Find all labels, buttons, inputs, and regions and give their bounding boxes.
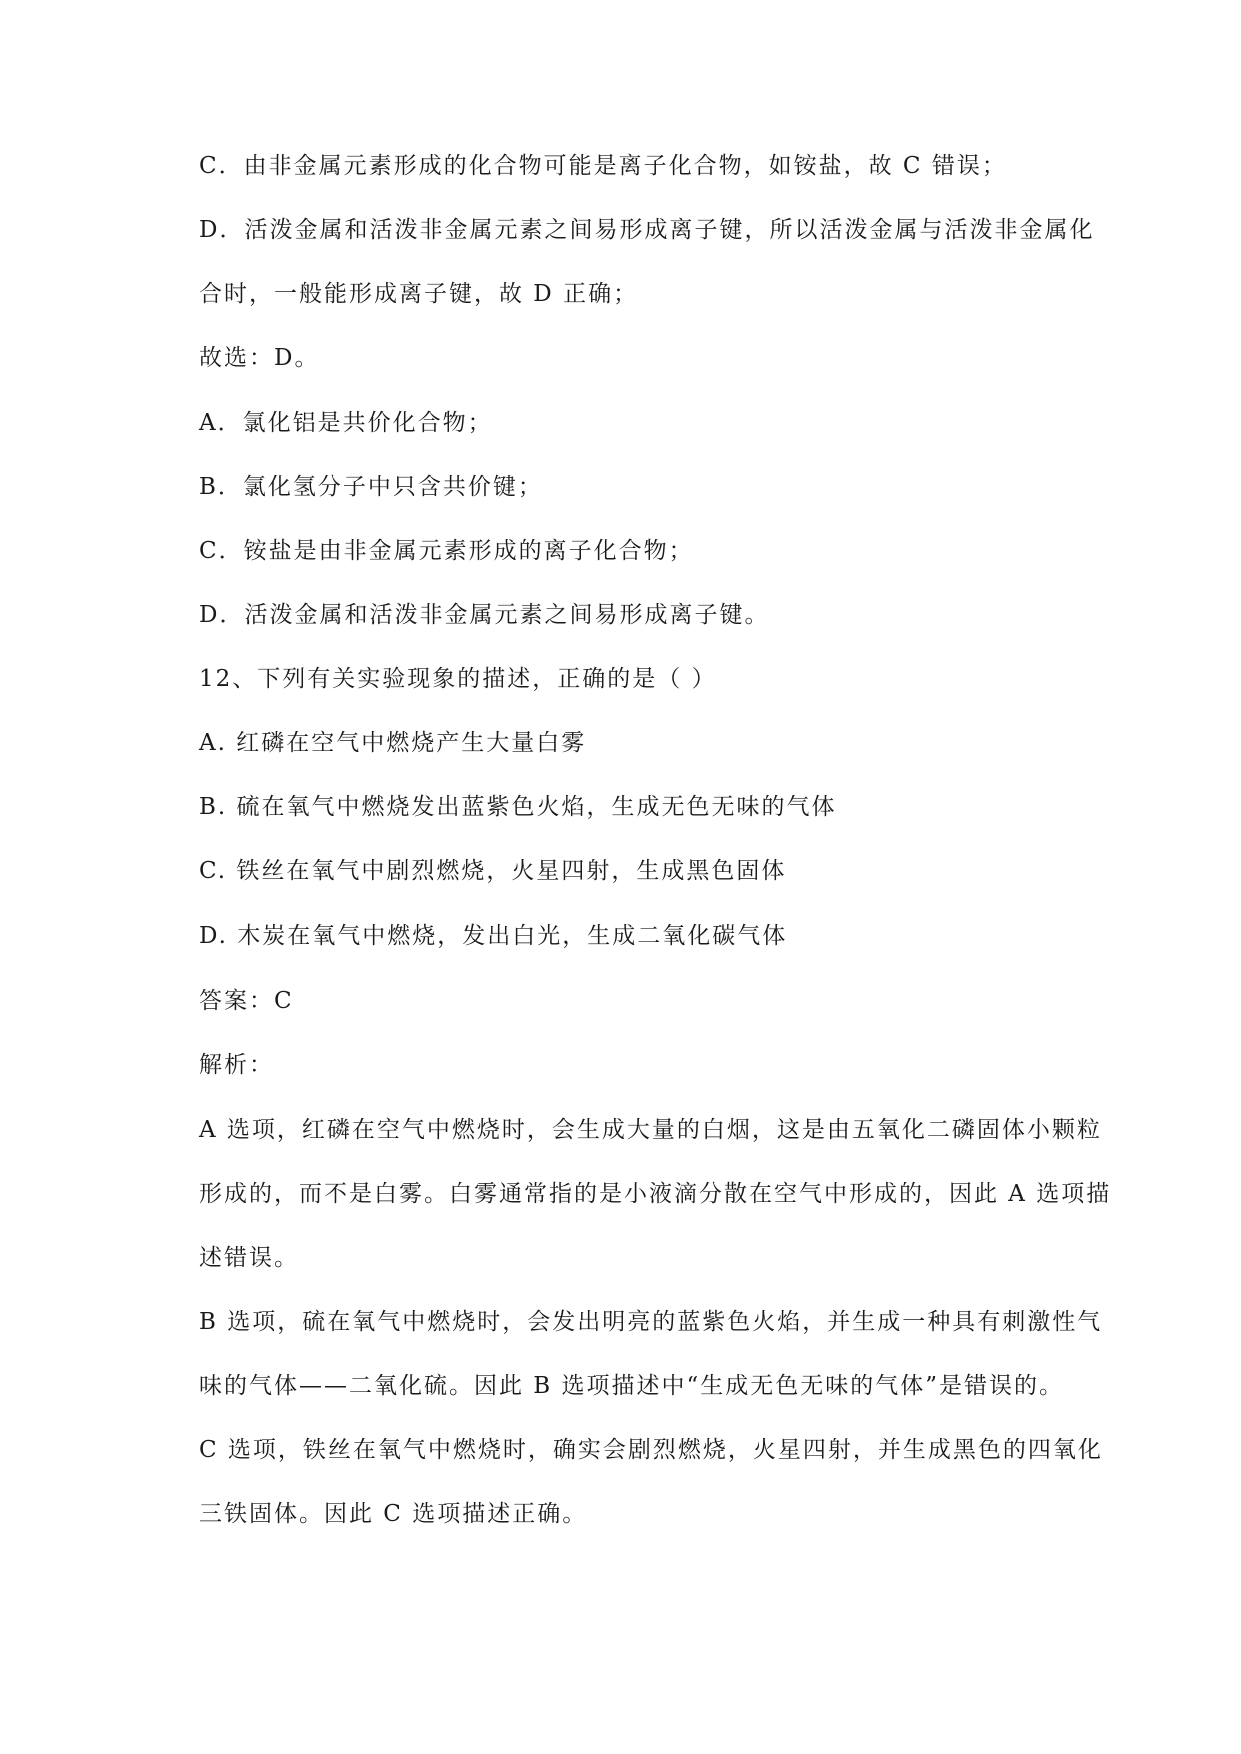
option-d: D. 木炭在氧气中燃烧，发出白光，生成二氧化碳气体	[199, 923, 788, 949]
text-line: 合时，一般能形成离子键，故 D 正确；	[199, 281, 639, 307]
option-b: B. 硫在氧气中燃烧发出蓝紫色火焰，生成无色无味的气体	[199, 794, 837, 820]
question-title: 12、下列有关实验现象的描述，正确的是（ ）	[199, 666, 717, 692]
answer-line: 答案：C	[199, 988, 294, 1014]
text-line: B．氯化氢分子中只含共价键；	[199, 474, 543, 500]
text-line: D．活泼金属和活泼非金属元素之间易形成离子键，所以活泼金属与活泼非金属化	[199, 217, 1095, 243]
text-line: C．由非金属元素形成的化合物可能是离子化合物，如铵盐，故 C 错误；	[199, 153, 1007, 179]
analysis-text: C 选项，铁丝在氧气中燃烧时，确实会剧烈燃烧，火星四射，并生成黑色的四氧化	[199, 1437, 1103, 1463]
analysis-text: 味的气体——二氧化硫。因此 B 选项描述中“生成无色无味的气体”是错误的。	[199, 1373, 1065, 1399]
analysis-text: 形成的，而不是白雾。白雾通常指的是小液滴分散在空气中形成的，因此 A 选项描	[199, 1181, 1112, 1207]
analysis-text: B 选项，硫在氧气中燃烧时，会发出明亮的蓝紫色火焰，并生成一种具有刺激性气	[199, 1309, 1103, 1335]
option-c: C. 铁丝在氧气中剧烈燃烧，火星四射，生成黑色固体	[199, 858, 787, 884]
text-line: D．活泼金属和活泼非金属元素之间易形成离子键。	[199, 602, 770, 628]
option-a: A. 红磷在空气中燃烧产生大量白雾	[199, 730, 587, 756]
text-line: C．铵盐是由非金属元素形成的离子化合物；	[199, 538, 694, 564]
text-line: 故选：D。	[199, 345, 320, 371]
analysis-text: A 选项，红磷在空气中燃烧时，会生成大量的白烟，这是由五氧化二磷固体小颗粒	[199, 1117, 1102, 1143]
analysis-text: 述错误。	[199, 1245, 299, 1271]
analysis-text: 三铁固体。因此 C 选项描述正确。	[199, 1501, 588, 1527]
text-line: A．氯化铝是共价化合物；	[199, 410, 493, 436]
analysis-heading: 解析：	[199, 1052, 274, 1078]
